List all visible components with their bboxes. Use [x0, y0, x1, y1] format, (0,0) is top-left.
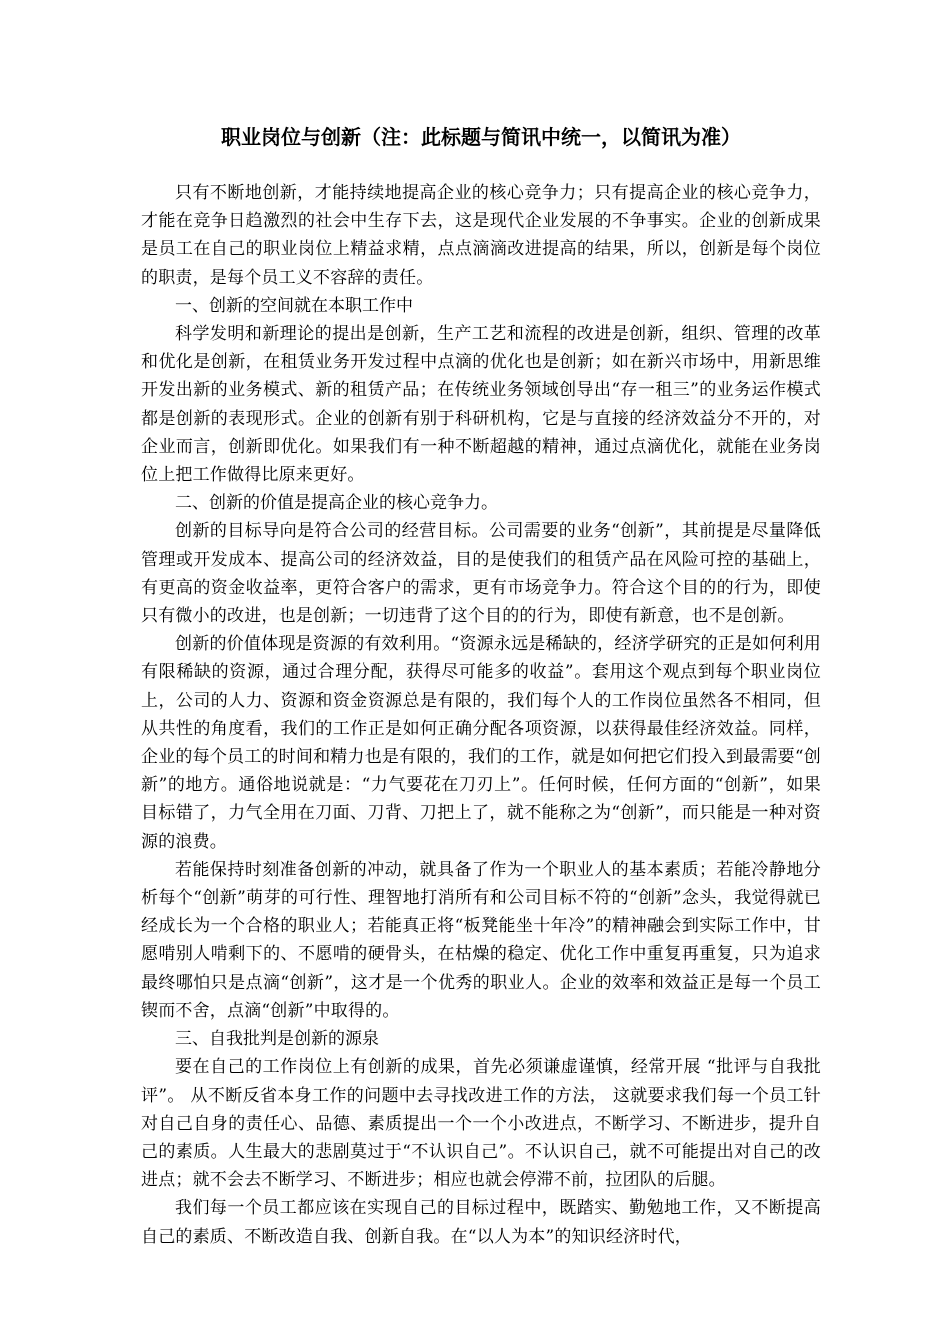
section-heading-2: 二、创新的价值是提高企业的核心竞争力。: [175, 493, 498, 514]
section-3-paragraph-2: 我们每一个员工都应该在实现自己的目标过程中，既踏实、勤勉地工作，又不断提高自己的素质、不断改造自我、创新自我。在“以人为本”的知识经济时代，: [141, 1198, 821, 1247]
section-1-paragraph: 科学发明和新理论的提出是创新，生产工艺和流程的改进是创新，组织、管理的改革和优化是创新，在租赁业务开发过程中点滴的优化也是创新；如在新兴市场中，用新思维开发出新的业务模式、新的租赁产品；在传统业务领域创导出“存一租三”的业务运作模式都是创新的表现形式。企业的创新有别于科研机构，它是与直接的经济效益分不开的，对企业而言，创新即优化。如果我们有一种不断超越的精神，通过点滴优化，就能在业务岗位上把工作做得比原来更好。: [141, 324, 821, 486]
section-heading-1: 一、创新的空间就在本职工作中: [175, 295, 413, 316]
section-3-paragraph-1: 要在自己的工作岗位上有创新的成果，首先必须谦虚谨慎，经常开展 “批评与自我批评”。 从不断反省本身工作的问题中去寻找改进工作的方法， 这就要求我们每一个员工针对自己自身的责任心、品德、素质提出一个一个小改进点，不断学习、不断进步，提升自己的素质。人生最大的悲剧莫过于“不认识自己”。不认识自己，就不可能提出对自己的改进点；就不会去不断学习、不断进步；相应也就会停滞不前，拉团队的后腿。: [141, 1057, 821, 1191]
section-2-paragraph-1: 创新的目标导向是符合公司的经营目标。公司需要的业务“创新”，其前提是尽量降低管理或开发成本、提高公司的经济效益，目的是使我们的租赁产品在风险可控的基础上，有更高的资金收益率，更符合客户的需求，更有市场竞争力。符合这个目的的行为，即使只有微小的改进，也是创新；一切违背了这个目的的行为，即使有新意，也不是创新。: [141, 521, 821, 627]
document-title: 职业岗位与创新（注：此标题与简讯中统一，以简讯为准）: [221, 125, 741, 149]
section-heading-3: 三、自我批判是创新的源泉: [175, 1029, 379, 1050]
document-body: [141, 122, 821, 1251]
intro-paragraph: 只有不断地创新，才能持续地提高企业的核心竞争力；只有提高企业的核心竞争力，才能在竞争日趋激烈的社会中生存下去，这是现代企业发展的不争事实。企业的创新成果是员工在自己的职业岗位上精益求精，点点滴滴改进提高的结果，所以，创新是每个岗位的职责，是每个员工义不容辞的责任。: [141, 183, 821, 288]
section-2-paragraph-2: 创新的价值体现是资源的有效利用。“资源永远是稀缺的，经济学研究的正是如何利用有限稀缺的资源，通过合理分配，获得尽可能多的收益”。套用这个观点到每个职业岗位上，公司的人力、资源和资金资源总是有限的，我们每个人的工作岗位虽然各不相同，但从共性的角度看，我们的工作正是如何正确分配各项资源，以获得最佳经济效益。同样，企业的每个员工的时间和精力也是有限的，我们的工作，就是如何把它们投入到最需要“创新”的地方。通俗地说就是：“力气要花在刀刃上”。任何时候，任何方面的“创新”，如果目标错了，力气全用在刀面、刀背、刀把上了，就不能称之为“创新”，而只能是一种对资源的浪费。: [141, 634, 821, 852]
section-2-paragraph-3: 若能保持时刻准备创新的冲动，就具备了作为一个职业人的基本素质；若能冷静地分析每个“创新”萌芽的可行性、理智地打消所有和公司目标不符的“创新”念头，我觉得就已经成长为一个合格的职业人；若能真正将“板凳能坐十年冷”的精神融会到实际工作中，甘愿啃别人啃剩下的、不愿啃的硬骨头，在枯燥的稳定、优化工作中重复再重复，只为追求最终哪怕只是点滴“创新”，这才是一个优秀的职业人。企业的效率和效益正是每一个员工锲而不舍，点滴“创新”中取得的。: [141, 859, 821, 1021]
